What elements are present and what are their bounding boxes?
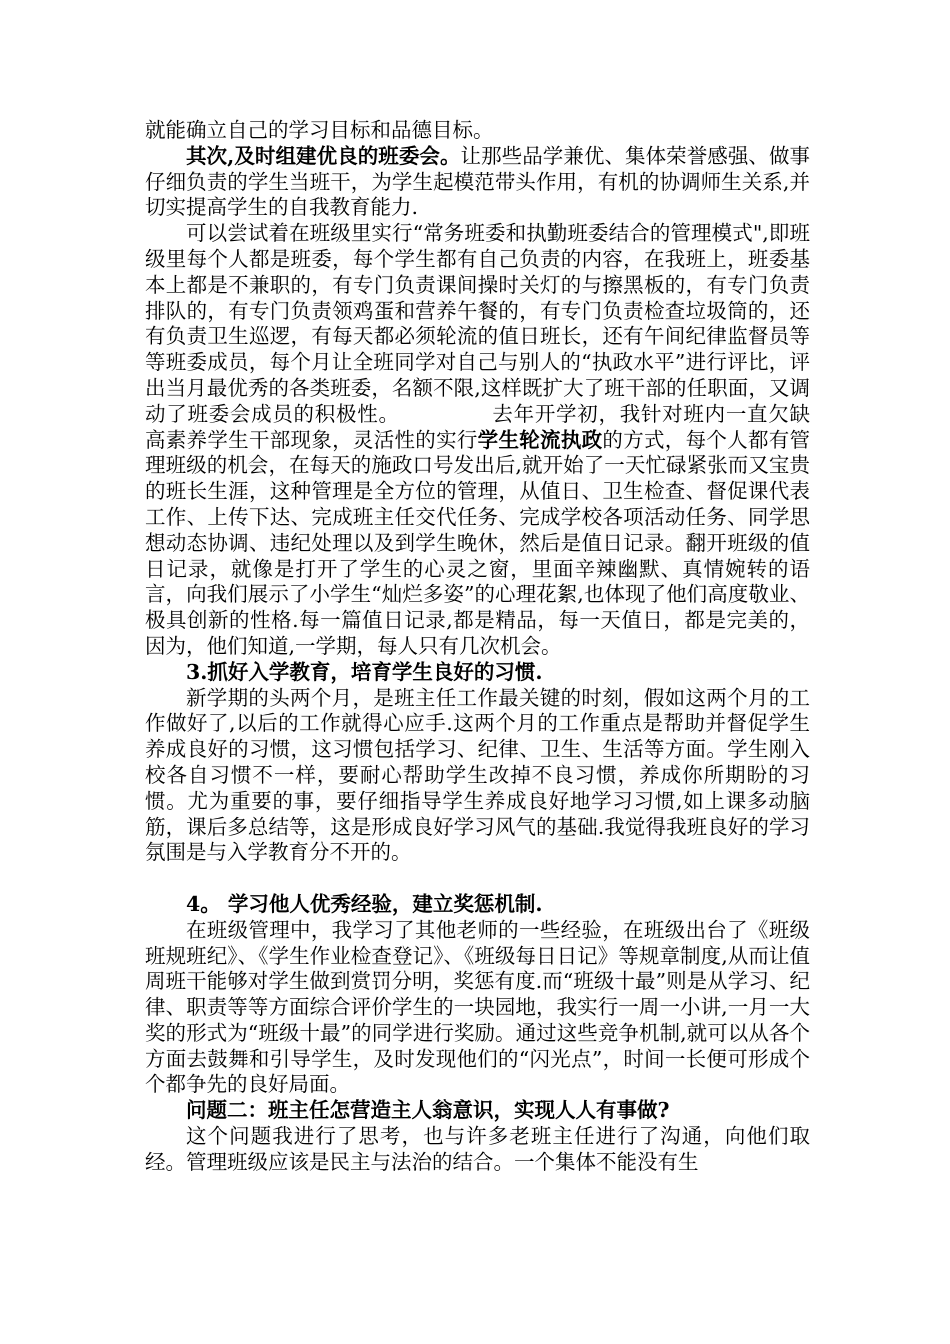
- blank-line: [145, 866, 810, 892]
- section-heading-4: 4。 学习他人优秀经验，建立奖惩机制.: [186, 891, 543, 916]
- paragraph-continuation: [145, 118, 810, 144]
- paragraph-question-2: [145, 1124, 810, 1176]
- paragraph-reward-mechanism: [145, 918, 810, 1099]
- paragraph-text: 的方式，每个人都有管理班级的机会，在每天的施政口号发出后,就开始了一天忙碌紧张而又宝贵的班长生涯，这种管理是全方位的管理，从值日、卫生检查、督促课代表工作、上传下达、完成班主任交代任务、完成学校各项活动任务、同学思想动态协调、违纪处理以及到学生晚休，然后是值日记录。翻开班级的值日记录，就像是打开了学生的心灵之窗，里面辛辣幽默、真情婉转的语言，向我们展示了小学生“灿烂多姿”的心理花絮,也体现了他们高度敬业、极具创新的性格.每一篇值日记录,都是精品，每一天值日，都是完美的，因为，他们知道,一学期，每人只有几次机会。: [145, 427, 811, 658]
- paragraph-text: 可以尝试着在班级里实行“常务班委和执勤班委结合的管理模式",即班级里每个人都是班委，每个学生都有自己负责的内容，在我班上，班委基本上都是不兼职的，有专门负责课间操时关灯的与擦黑板的，有专门负责排队的，有专门负责领鸡蛋和营养午餐的，有专门负责检查垃圾筒的，还有负责卫生巡逻，有每天都必须轮流的值日班长，还有午间纪律监督员等等班委成员，每个月让全班同学对自己与别人的“执政水平”进行评比，评出当月最优秀的各类班委，名额不限,这样既扩大了班干部的任职面，又调动了班委会成员的积极性。: [145, 221, 810, 426]
- paragraph-lead-bold: 其次,及时组建优良的班委会。: [186, 143, 461, 168]
- paragraph-entrance-education: [145, 686, 810, 867]
- paragraph-text: 新学期的头两个月，是班主任工作最关键的时刻，假如这两个月的工作做好了,以后的工作就得心应手.这两个月的工作重点是帮助并督促学生养成良好的习惯，这习惯包括学习、纪律、卫生、生活等方面。学生刚入校各自习惯不一样，要耐心帮助学生改掉不良习惯，养成你所期盼的习惯。尤为重要的事，要仔细指导学生养成良好地学习习惯,如上课多动脑筋，课后多总结等，这是形成良好学习风气的基础.我觉得我班良好的学习氛围是与入学教育分不开的。: [145, 685, 810, 865]
- paragraph-text: 让那些品学兼优、集体荣誉感强、做事仔细负责的学生当班干，为学生起模范带头作用，有机的协调师生关系,并切实提高学生的自我教育能力.: [145, 143, 811, 220]
- section-heading-3: 3.抓好入学教育，培育学生良好的习惯.: [186, 659, 543, 684]
- inline-bold-term: 学生轮流执政: [477, 427, 603, 452]
- paragraph-text: 这个问题我进行了思考，也与许多老班主任进行了沟通，向他们取经。管理班级应该是民主与法治的结合。一个集体不能没有生: [145, 1124, 810, 1174]
- question-heading-2: 问题二：班主任怎营造主人翁意识，实现人人有事做?: [186, 1098, 670, 1123]
- paragraph-text: 在班级管理中，我学习了其他老师的一些经验，在班级出台了《班级班规班纪》、《学生作业检查登记》、《班级每日日记》等规章制度,从而让值周班干能够对学生做到赏罚分明，奖惩有度.而“班级十最”则是从学习、纪律、职责等等方面综合评价学生的一块园地，我实行一周一小讲,一月一大奖的形式为“班级十最”的同学进行奖励。通过这些竞争机制,就可以从各个方面去鼓舞和引导学生，及时发现他们的“闪光点”，时间一长便可形成个个都争先的良好局面。: [145, 917, 810, 1097]
- paragraph-class-committee: [145, 144, 810, 221]
- paragraph-text: 就能确立自己的学习目标和品德目标。: [145, 118, 494, 142]
- paragraph-duty-committee: [145, 221, 810, 660]
- paragraph-text: 去年开学初，我针对班内一直欠缺高素养学生干部现象，灵活性的实行: [145, 401, 811, 452]
- document-body: [145, 118, 810, 1176]
